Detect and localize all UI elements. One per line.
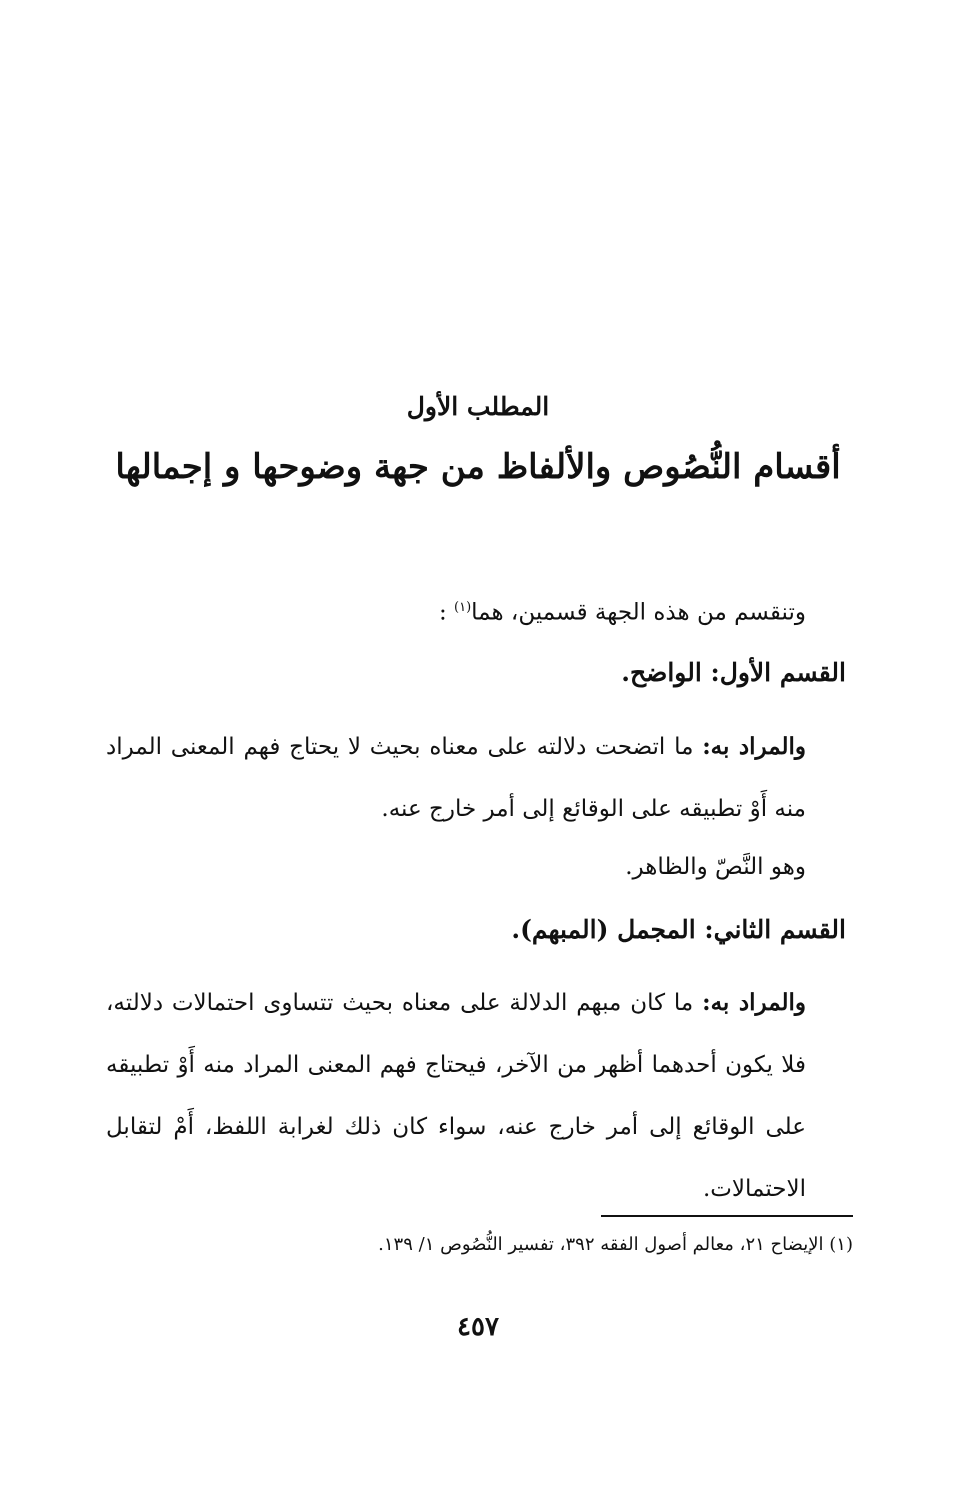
part1-heading: القسم الأول: الواضح.: [621, 658, 846, 687]
part2-paragraph: [106, 972, 846, 1220]
part2-heading: القسم الثاني: المجمل (المبهم).: [511, 915, 846, 944]
part1-note: وهو النَّصّ والظاهر.: [625, 854, 806, 880]
part2-body: ما كان مبهم الدلالة على معناه بحيث تتساوى احتمالات دلالته، فلا يكون أحدهما أظهر من الآخر، فيحتاج فهم المعنى المراد منه أَوْ تطبيقه على الوقائع إلى أمر خارج عنه، سواء كان ذلك لغرابة اللفظ، أَمْ لتقابل الاحتمالات.: [106, 990, 806, 1202]
intro-paragraph: [106, 577, 846, 644]
part1-body: ما اتضحت دلالته على معناه بحيث لا يحتاج فهم المعنى المراد منه أَوْ تطبيقه على الوقائع إلى أمر خارج عنه.: [106, 734, 806, 822]
section-label: المطلب الأول: [406, 392, 550, 421]
part1-paragraph: [106, 716, 846, 840]
part2-lead: والمراد به:: [702, 989, 806, 1016]
footnote: (١) الإيضاح ٢١، معالم أصول الفقه ٣٩٢، تفسير النُّصُوص ١/ ١٣٩.: [378, 1234, 853, 1255]
part1-lead: والمراد به:: [702, 733, 806, 760]
intro-colon: :: [438, 599, 447, 626]
footnote-ref[interactable]: (١): [454, 600, 472, 615]
section-title: أقسام النُّصُوص والألفاظ من جهة وضوحها و إجمالها: [115, 447, 841, 487]
footnote-divider: [601, 1215, 853, 1217]
intro-text: وتنقسم من هذه الجهة قسمين، هما: [471, 599, 806, 626]
page-number: ٤٥٧: [457, 1312, 499, 1342]
